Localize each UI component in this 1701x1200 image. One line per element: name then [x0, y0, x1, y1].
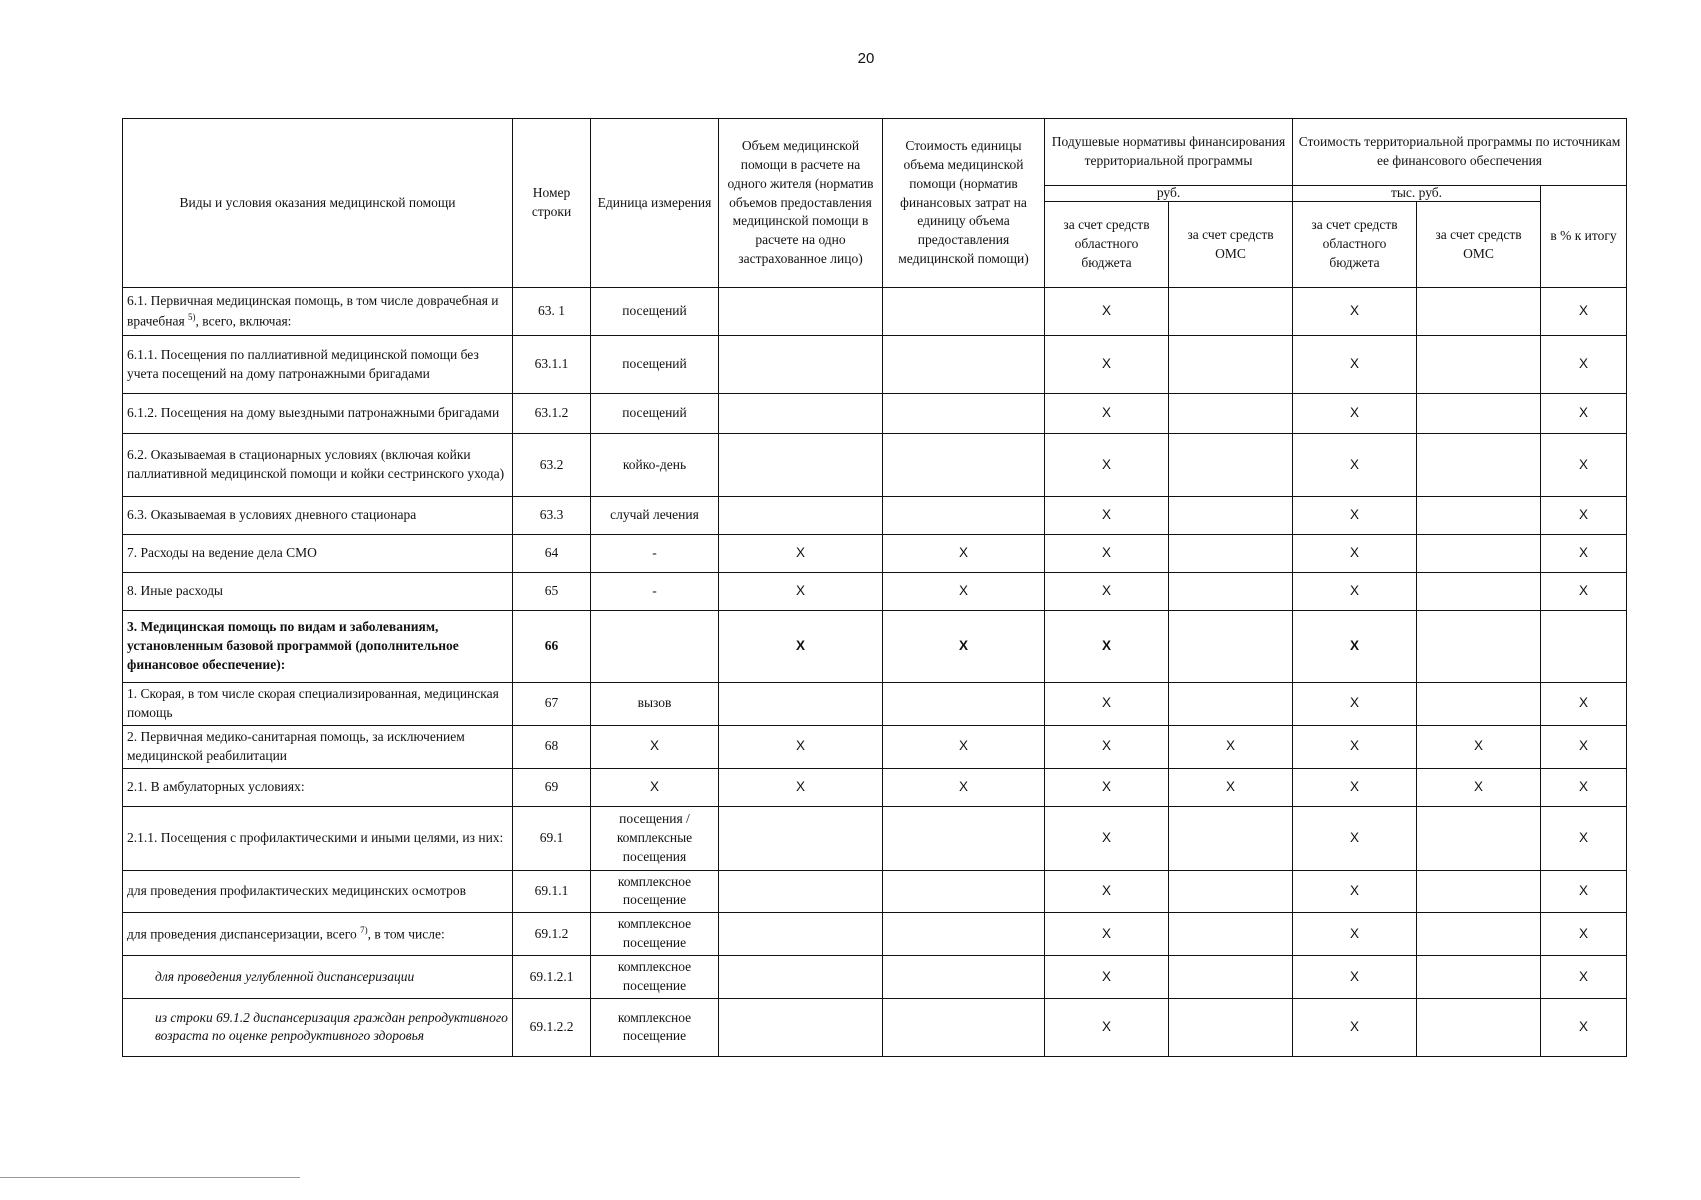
row-name-text: 6.1.1. Посещения по паллиативной медицинской помощи без учета посещений на дому патронажными бригадами: [127, 346, 479, 381]
row-name-tail: , всего, включая:: [195, 313, 292, 329]
header-cost-oms: за счет средств ОМС: [1417, 202, 1541, 288]
value-cell: X: [719, 768, 883, 806]
footnote-ref: 5): [188, 311, 196, 322]
row-name-text: 3. Медицинская помощь по видам и заболеваниям, установленным базовой программой (дополнительное финансовое обеспечение):: [127, 619, 459, 672]
table-row: [123, 288, 1627, 336]
row-number: 69.1.2.1: [513, 956, 591, 999]
value-cell: [1417, 535, 1541, 573]
header-percent: в % к итогу: [1541, 186, 1627, 288]
value-cell: X: [1045, 683, 1169, 726]
row-name-text: 6.1.2. Посещения на дому выездными патронажными бригадами: [127, 405, 500, 421]
value-cell: X: [1293, 956, 1417, 999]
value-cell: X: [1293, 573, 1417, 611]
value-cell: [883, 434, 1045, 497]
value-cell: [1169, 497, 1293, 535]
row-unit: комплексное посещение: [591, 998, 719, 1056]
value-cell: X: [1293, 288, 1417, 336]
value-cell: [719, 394, 883, 434]
row-name-text: 6.2. Оказываемая в стационарных условиях (включая койки паллиативной медицинской помощи и койки сестринского ухода): [127, 447, 505, 481]
value-cell: [883, 998, 1045, 1056]
header-name: Виды и условия оказания медицинской помощи: [123, 119, 513, 288]
table-row: [123, 998, 1627, 1056]
value-cell: X: [1541, 336, 1627, 394]
value-cell: X: [1293, 497, 1417, 535]
row-number: 69.1.2: [513, 913, 591, 956]
value-cell: [719, 497, 883, 535]
row-number: 68: [513, 725, 591, 768]
value-cell: X: [1045, 998, 1169, 1056]
value-cell: X: [1541, 573, 1627, 611]
value-cell: [883, 913, 1045, 956]
table-row: [123, 497, 1627, 535]
row-name: [123, 956, 513, 999]
row-number: 63.1.1: [513, 336, 591, 394]
value-cell: [719, 913, 883, 956]
value-cell: X: [1293, 870, 1417, 913]
table-row: [123, 611, 1627, 683]
row-name: [123, 998, 513, 1056]
header-unit: Единица измерения: [591, 119, 719, 288]
value-cell: X: [1045, 768, 1169, 806]
row-number: 67: [513, 683, 591, 726]
table-row: [123, 535, 1627, 573]
row-name-text: из строки 69.1.2 диспансеризация граждан репродуктивного возраста по оценке репродуктивного здоровья: [155, 1009, 508, 1044]
value-cell: X: [883, 768, 1045, 806]
value-cell: X: [1293, 336, 1417, 394]
row-name-text: для проведения профилактических медицинских осмотров: [127, 883, 467, 898]
row-name: [123, 497, 513, 535]
value-cell: X: [1045, 497, 1169, 535]
row-name: [123, 535, 513, 573]
row-name: [123, 806, 513, 870]
value-cell: [1417, 806, 1541, 870]
value-cell: [883, 336, 1045, 394]
row-number: 65: [513, 573, 591, 611]
value-cell: [1169, 434, 1293, 497]
value-cell: X: [719, 725, 883, 768]
value-cell: X: [1045, 956, 1169, 999]
value-cell: [1169, 611, 1293, 683]
value-cell: [1417, 336, 1541, 394]
value-cell: [1417, 913, 1541, 956]
value-cell: [883, 394, 1045, 434]
value-cell: [1169, 806, 1293, 870]
row-name-text: 7. Расходы на ведение дела СМО: [127, 545, 317, 561]
table-body: [123, 288, 1627, 1057]
value-cell: [1169, 535, 1293, 573]
row-number: 63.3: [513, 497, 591, 535]
row-name-text: для проведения углубленной диспансеризации: [155, 968, 415, 984]
value-cell: [883, 870, 1045, 913]
value-cell: [883, 497, 1045, 535]
value-cell: X: [1293, 725, 1417, 768]
table-row: [123, 434, 1627, 497]
row-unit: койко-день: [591, 434, 719, 497]
row-unit: -: [591, 573, 719, 611]
header-cost-unit: тыс. руб.: [1293, 186, 1541, 202]
value-cell: X: [1541, 535, 1627, 573]
value-cell: [1169, 913, 1293, 956]
value-cell: X: [1541, 956, 1627, 999]
value-cell: X: [1045, 394, 1169, 434]
value-cell: X: [1541, 497, 1627, 535]
header-norms-regional: за счет средств областного бюджета: [1045, 202, 1169, 288]
value-cell: [719, 998, 883, 1056]
row-name: [123, 611, 513, 683]
value-cell: X: [1045, 725, 1169, 768]
row-name: [123, 725, 513, 768]
value-cell: [1417, 611, 1541, 683]
table-row: [123, 725, 1627, 768]
row-number: 69.1.1: [513, 870, 591, 913]
row-number: 66: [513, 611, 591, 683]
value-cell: X: [1541, 394, 1627, 434]
table-row: [123, 870, 1627, 913]
value-cell: [883, 806, 1045, 870]
row-name-text: для проведения диспансеризации, всего: [127, 926, 357, 942]
table-row: [123, 573, 1627, 611]
value-cell: X: [1045, 434, 1169, 497]
value-cell: X: [1541, 434, 1627, 497]
row-name-text: 2. Первичная медико-санитарная помощь, за исключением медицинской реабилитации: [127, 728, 465, 763]
row-unit: комплексное посещение: [591, 870, 719, 913]
table-row: [123, 913, 1627, 956]
value-cell: X: [1293, 768, 1417, 806]
value-cell: X: [1417, 768, 1541, 806]
row-unit: посещений: [591, 336, 719, 394]
page-number: 20: [857, 50, 875, 67]
value-cell: [1169, 870, 1293, 913]
value-cell: [1417, 394, 1541, 434]
row-name: [123, 336, 513, 394]
value-cell: X: [1045, 288, 1169, 336]
table-row: [123, 806, 1627, 870]
header-per-capita-norms: Подушевые нормативы финансирования территориальной программы: [1045, 119, 1293, 186]
row-unit: комплексное посещение: [591, 956, 719, 999]
row-name: [123, 288, 513, 336]
value-cell: [1169, 573, 1293, 611]
value-cell: [1417, 870, 1541, 913]
value-cell: X: [1293, 611, 1417, 683]
table-row: [123, 394, 1627, 434]
row-number: 69.1.2.2: [513, 998, 591, 1056]
value-cell: X: [719, 535, 883, 573]
header-norms-unit: руб.: [1045, 186, 1293, 202]
value-cell: [1541, 611, 1627, 683]
row-number: 63. 1: [513, 288, 591, 336]
row-unit: посещения / комплексные посещения: [591, 806, 719, 870]
value-cell: [1417, 288, 1541, 336]
value-cell: [883, 956, 1045, 999]
value-cell: X: [1541, 998, 1627, 1056]
value-cell: X: [1169, 725, 1293, 768]
value-cell: X: [1541, 288, 1627, 336]
value-cell: [719, 683, 883, 726]
value-cell: X: [883, 573, 1045, 611]
value-cell: [1169, 998, 1293, 1056]
value-cell: X: [1293, 683, 1417, 726]
value-cell: X: [1541, 913, 1627, 956]
header-cost-regional: за счет средств областного бюджета: [1293, 202, 1417, 288]
value-cell: [1169, 394, 1293, 434]
value-cell: [883, 288, 1045, 336]
value-cell: X: [1417, 725, 1541, 768]
row-name: [123, 434, 513, 497]
value-cell: X: [719, 611, 883, 683]
value-cell: X: [1541, 768, 1627, 806]
row-unit: вызов: [591, 683, 719, 726]
scan-artifact-line: [0, 1177, 300, 1178]
value-cell: X: [1293, 394, 1417, 434]
row-unit: случай лечения: [591, 497, 719, 535]
value-cell: X: [1293, 998, 1417, 1056]
table-row: [123, 956, 1627, 999]
value-cell: [1169, 288, 1293, 336]
row-name: [123, 913, 513, 956]
value-cell: X: [1293, 535, 1417, 573]
row-unit: [591, 611, 719, 683]
financing-table: [122, 118, 1627, 1057]
header-row-number: Номер строки: [513, 119, 591, 288]
row-unit: посещений: [591, 394, 719, 434]
row-number: 64: [513, 535, 591, 573]
row-unit: посещений: [591, 288, 719, 336]
row-number: 63.1.2: [513, 394, 591, 434]
row-name-text: 6.3. Оказываемая в условиях дневного стационара: [127, 507, 417, 523]
value-cell: X: [1541, 725, 1627, 768]
header-volume: Объем медицинской помощи в расчете на одного жителя (норматив объемов предоставления медицинской помощи в расчете на одно застрахованное лицо): [719, 119, 883, 288]
value-cell: X: [1045, 535, 1169, 573]
value-cell: X: [883, 535, 1045, 573]
footnote-ref: 7): [360, 925, 368, 936]
value-cell: [1417, 573, 1541, 611]
row-number: 63.2: [513, 434, 591, 497]
value-cell: [1169, 683, 1293, 726]
value-cell: [1417, 497, 1541, 535]
row-name: [123, 394, 513, 434]
value-cell: [883, 683, 1045, 726]
value-cell: X: [1045, 611, 1169, 683]
table-row: [123, 336, 1627, 394]
value-cell: X: [1541, 806, 1627, 870]
row-number: 69: [513, 768, 591, 806]
row-unit: комплексное посещение: [591, 913, 719, 956]
value-cell: [1169, 336, 1293, 394]
row-name-text: 2.1. В амбулаторных условиях:: [127, 778, 305, 794]
value-cell: X: [1045, 913, 1169, 956]
value-cell: X: [1045, 336, 1169, 394]
row-name: [123, 768, 513, 806]
value-cell: X: [1541, 870, 1627, 913]
value-cell: [719, 806, 883, 870]
value-cell: [719, 288, 883, 336]
value-cell: X: [719, 573, 883, 611]
value-cell: [719, 434, 883, 497]
row-name: [123, 870, 513, 913]
value-cell: X: [883, 725, 1045, 768]
value-cell: [719, 870, 883, 913]
value-cell: [1417, 998, 1541, 1056]
header-program-cost: Стоимость территориальной программы по источникам ее финансового обеспечения: [1293, 119, 1627, 186]
value-cell: [1417, 434, 1541, 497]
row-name-text: 1. Скорая, в том числе скорая специализированная, медицинская помощь: [127, 686, 499, 720]
table-row: [123, 683, 1627, 726]
value-cell: [719, 956, 883, 999]
header-unit-cost: Стоимость единицы объема медицинской помощи (норматив финансовых затрат на единицу объема предоставления медицинской помощи): [883, 119, 1045, 288]
row-name: [123, 683, 513, 726]
table-row: [123, 768, 1627, 806]
value-cell: X: [883, 611, 1045, 683]
row-name-tail: , в том числе:: [367, 926, 445, 942]
value-cell: [1417, 956, 1541, 999]
value-cell: [1169, 956, 1293, 999]
value-cell: [1417, 683, 1541, 726]
value-cell: X: [1293, 913, 1417, 956]
row-unit: -: [591, 535, 719, 573]
row-name-text: 6.1. Первичная медицинская помощь, в том числе доврачебная и врачебная: [127, 292, 499, 329]
value-cell: X: [1169, 768, 1293, 806]
row-name-text: 2.1.1. Посещения с профилактическими и иными целями, из них:: [127, 829, 504, 845]
row-name: [123, 573, 513, 611]
value-cell: X: [1541, 683, 1627, 726]
row-unit: X: [591, 768, 719, 806]
row-number: 69.1: [513, 806, 591, 870]
value-cell: X: [1045, 806, 1169, 870]
row-name-text: 8. Иные расходы: [127, 583, 224, 599]
header-norms-oms: за счет средств ОМС: [1169, 202, 1293, 288]
value-cell: X: [1293, 434, 1417, 497]
value-cell: X: [1293, 806, 1417, 870]
row-unit: X: [591, 725, 719, 768]
value-cell: X: [1045, 870, 1169, 913]
value-cell: X: [1045, 573, 1169, 611]
value-cell: [719, 336, 883, 394]
